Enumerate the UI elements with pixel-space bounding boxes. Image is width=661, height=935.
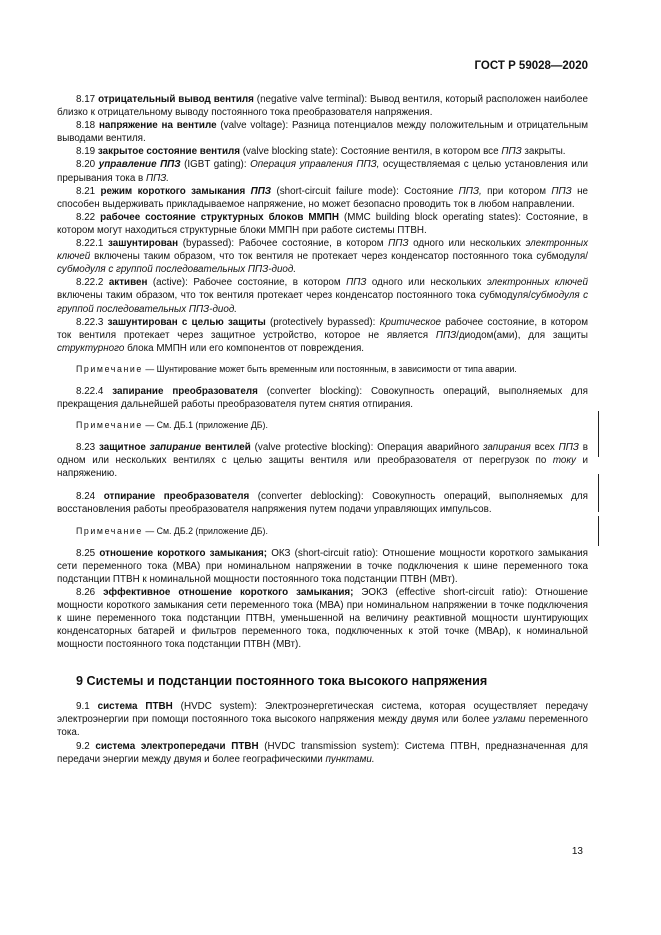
italic-term: ППЗ xyxy=(388,238,409,250)
definition: и напряжению. xyxy=(57,455,588,480)
note-label: Примечание xyxy=(76,525,143,536)
term xyxy=(101,186,272,197)
italic-term: ППЗ xyxy=(435,329,457,341)
entry-number: 8.22 xyxy=(76,211,96,223)
entry-8-20 xyxy=(57,158,588,184)
term: зашунтирован xyxy=(108,238,179,250)
section-title: 9 Системы и подстанции постоянного тока высокого напряжения xyxy=(76,674,488,689)
definition: закрыты. xyxy=(521,146,566,158)
change-bar xyxy=(598,516,599,546)
italic-term: току xyxy=(552,455,576,467)
italic-term: ППЗ xyxy=(501,146,522,158)
definition: /диодом(ами), для защиты xyxy=(456,329,588,341)
italic-term: структурного xyxy=(57,342,125,354)
definition: (active): Рабочее состояние, в котором xyxy=(147,277,347,289)
term: рабочее состояние структурных блоков ММПН xyxy=(100,211,339,223)
entry-8-24 xyxy=(57,490,588,516)
entry-number: 8.17 xyxy=(76,94,96,105)
term-italic: запирание xyxy=(149,442,202,454)
italic-term: электронных ключей xyxy=(486,277,588,289)
entry-number: 8.22.3 xyxy=(76,316,104,328)
page-number: 13 xyxy=(571,846,583,857)
definition: при котором xyxy=(481,185,552,197)
italic-term: узлами xyxy=(492,714,526,726)
definition: (converter blocking): Совокупность операций, выполняемых для прекращения дальнейшей работы преобразователя путем снятия отпирания. xyxy=(57,385,588,410)
entry-number: 8.20 xyxy=(76,159,96,171)
italic-term: Критическое xyxy=(379,316,442,328)
entry-8-22-3 xyxy=(57,316,588,355)
entry-number: 8.21 xyxy=(76,185,96,197)
entry-8-22 xyxy=(57,211,588,237)
entry-number: 8.23 xyxy=(76,442,96,454)
entry-number: 8.19 xyxy=(76,146,96,158)
term: зашунтирован с целью защиты xyxy=(107,316,266,328)
definition: (HVDC system): Электроэнергетическая система, которая осуществляет передачу электроэнергии при помощи постоянного тока высокого напряжения между двумя или более xyxy=(57,701,588,726)
change-bar xyxy=(598,411,599,457)
term-text: режим короткого замыкания xyxy=(100,185,251,197)
entry-8-26 xyxy=(57,586,588,651)
italic-term: ППЗ xyxy=(346,277,367,289)
definition: включены таким образом, что ток вентиля не протекает через конденсатор постоянного тока субмодуля/ xyxy=(90,251,588,263)
document-body xyxy=(57,93,588,766)
italic-term: запирания xyxy=(482,442,531,454)
term-text: вентилей xyxy=(201,442,251,454)
italic-term: ППЗ, xyxy=(458,185,482,197)
note-label: Примечание xyxy=(76,420,143,431)
entry-number: 8.24 xyxy=(76,491,96,503)
definition: (HVDC transmission system): Система ПТВН, предназначенная для передачи энергии между двумя и более географическими xyxy=(57,740,588,765)
italic-term: субмодуля с группой последовательных ППЗ-диод. xyxy=(57,264,297,276)
note-3 xyxy=(57,525,588,537)
note-label: Примечание xyxy=(76,363,143,374)
term: система электропередачи ПТВН xyxy=(95,740,259,752)
definition: блока ММПН или его компонентов от повреждения. xyxy=(124,342,365,354)
italic-term: ППЗ xyxy=(551,185,572,197)
entry-number: 8.22.2 xyxy=(76,277,104,289)
italic-term: электронных ключей xyxy=(57,238,588,263)
term xyxy=(99,159,181,170)
italic-term: ППЗ xyxy=(558,442,579,454)
definition: не способен выдерживать прикладываемое напряжение, но может безопасно проводить ток в любом направлении. xyxy=(57,185,588,210)
italic-term: ППЗ. xyxy=(146,172,170,184)
entry-8-22-1 xyxy=(57,237,588,276)
definition: всех xyxy=(530,442,559,454)
entry-number: 9.1 xyxy=(76,701,90,713)
term: отношение короткого замыкания; xyxy=(99,547,268,559)
term xyxy=(99,442,251,453)
entry-8-23 xyxy=(57,441,588,480)
entry-number: 8.25 xyxy=(76,547,96,559)
italic-term: пунктами. xyxy=(325,753,375,765)
definition: в одном или нескольких вентилях с целью защиты вентиля или преобразователя от перегрузок по xyxy=(57,442,588,467)
entry-8-17 xyxy=(57,93,588,119)
term: система ПТВН xyxy=(97,701,173,713)
definition: (protectively bypassed): xyxy=(265,316,380,328)
definition: переменного тока. xyxy=(57,714,588,739)
definition: (valve blocking state): Состояние вентиля, в котором все xyxy=(240,146,502,158)
entry-8-21 xyxy=(57,185,588,211)
term: отпирание преобразователя xyxy=(103,491,250,503)
definition: ЭОКЗ (effective short-circuit ratio): Отношение мощности короткого замыкания сети переменного тока (МВА) при номинальном напряжении в точке подключения к шине переменного тока подстанции ПТВН, уменьшенной на величину реактивной мощности шунтирующих конденсаторных батарей и фильтров переменного тока, подключенных к этой точке (МВАр), к номинальной мощности постоянного тока подстанции ПТВН (МВт). xyxy=(57,586,589,651)
definition: рабочее состояние, в котором ток вентиля протекает через защитное устройство, которое не является xyxy=(57,316,589,341)
entry-8-22-4 xyxy=(57,385,588,411)
entry-8-25 xyxy=(57,547,588,586)
definition: (valve voltage): Разница потенциалов между положительным и отрицательным выводами вентиля. xyxy=(57,120,588,145)
entry-number: 8.18 xyxy=(76,120,96,132)
entry-number: 8.22.4 xyxy=(76,385,104,397)
entry-9-1 xyxy=(57,700,588,739)
term: запирание преобразователя xyxy=(112,385,258,397)
definition: одного или нескольких xyxy=(366,277,487,289)
document-id: ГОСТ Р 59028—2020 xyxy=(474,60,588,72)
definition: (converter deblocking): Совокупность операций, выполняемых для восстановления работы преобразователя напряжения путем подачи управляющих импульсов. xyxy=(57,491,588,516)
term: активен xyxy=(108,277,148,289)
entry-number: 8.26 xyxy=(76,586,96,598)
italic-term: субмодуля с группой последовательных ППЗ-диод. xyxy=(57,290,588,315)
note-text: — См. ДБ.1 (приложение ДБ). xyxy=(142,420,268,431)
definition: (IGBT gating): xyxy=(180,159,251,171)
entry-8-22-2 xyxy=(57,276,588,315)
note-1 xyxy=(57,363,588,375)
entry-number: 9.2 xyxy=(76,740,90,752)
term: эффективное отношение короткого замыкания; xyxy=(103,586,354,598)
term: закрытое состояние вентиля xyxy=(97,146,240,158)
definition: осуществляемая с целью установления или прерывания тока в xyxy=(57,159,589,184)
term: отрицательный вывод вентиля xyxy=(98,94,254,105)
italic-term: Операция управления ППЗ, xyxy=(250,159,380,171)
term-italic: ППЗ xyxy=(250,185,272,197)
entry-8-18 xyxy=(57,119,588,145)
term-text: защитное xyxy=(99,442,150,454)
definition: (negative valve terminal): Вывод вентиля, который расположен наиболее близко к отрицательному выводу постоянного тока преобразователя напряжения. xyxy=(57,94,588,119)
definition: (valve protective blocking): Операция аварийного xyxy=(250,442,483,454)
definition: включены таким образом, что ток вентиля протекает через конденсатор постоянного тока субмодуля/ xyxy=(57,290,531,302)
definition: ОКЗ (short-circuit ratio): Отношение мощности короткого замыкания сети переменного тока (МВА) при номинальном напряжении в точке подключения к шине переменного тока подстанции ПТВН к номинальной мощности постоянного тока подстанции ПТВН (МВт). xyxy=(57,547,588,585)
term-text: управление ППЗ xyxy=(98,159,181,171)
note-text: — Шунтирование может быть временным или постоянным, в зависимости от типа аварии. xyxy=(142,363,517,374)
definition: (bypassed): Рабочее состояние, в котором xyxy=(178,238,389,250)
note-2 xyxy=(57,419,588,431)
definition: (short-circuit failure mode): Состояние xyxy=(271,185,459,197)
definition: одного или нескольких xyxy=(408,238,526,250)
entry-number: 8.22.1 xyxy=(76,238,104,250)
term: напряжение на вентиле xyxy=(98,120,217,132)
entry-8-19 xyxy=(57,145,588,158)
change-bar xyxy=(598,474,599,512)
note-text: — См. ДБ.2 (приложение ДБ). xyxy=(142,525,268,536)
definition: (MMC building block operating states): Состояние, в котором могут находиться структурные блоки ММПН при работе системы ПТВН. xyxy=(57,211,588,236)
entry-9-2 xyxy=(57,740,588,766)
